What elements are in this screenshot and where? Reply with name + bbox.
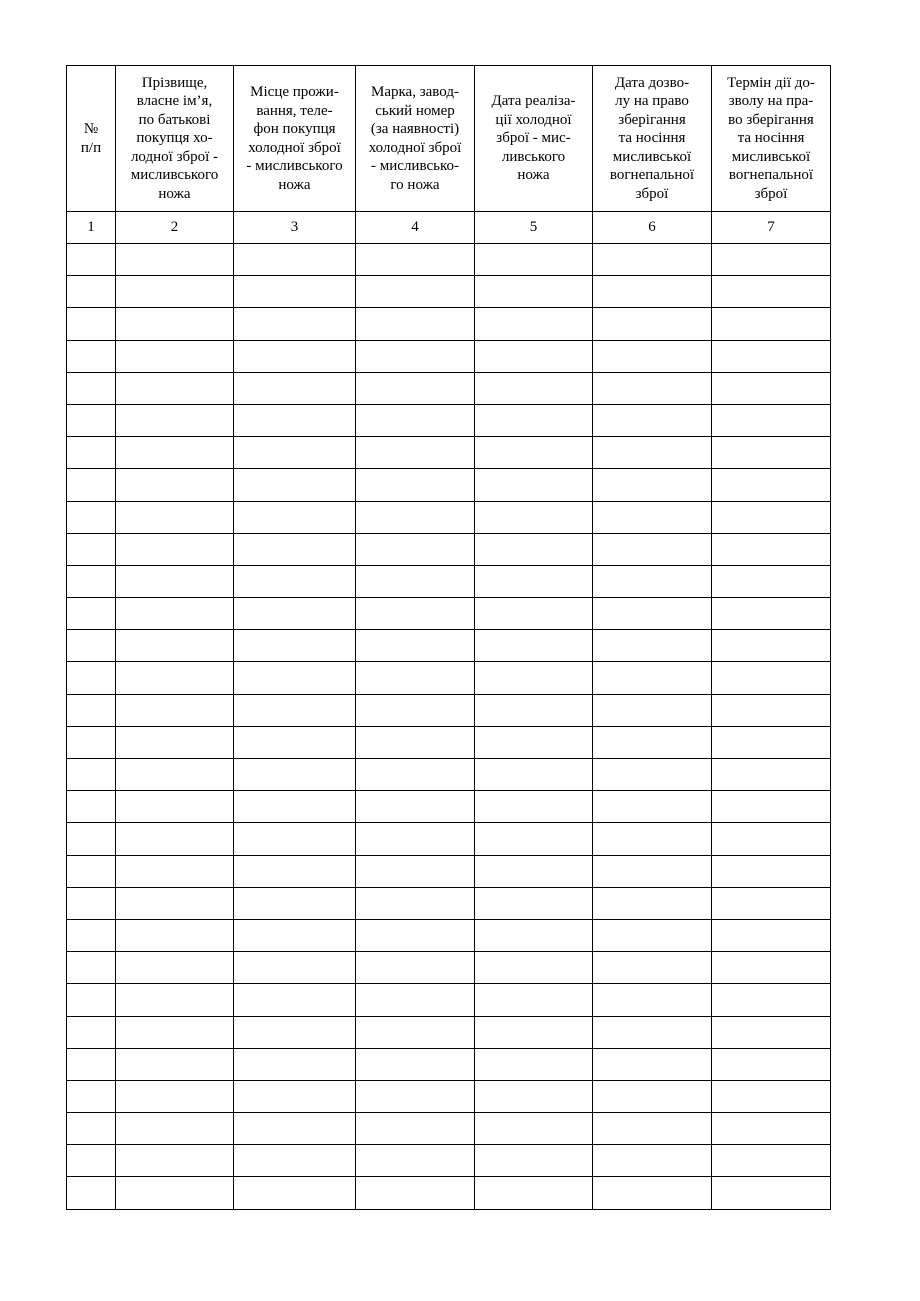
table-cell xyxy=(712,276,831,308)
table-row xyxy=(67,565,831,597)
table-row xyxy=(67,276,831,308)
table-cell xyxy=(67,372,116,404)
table-cell xyxy=(593,694,712,726)
header-label: Прізвище, власне ім’я, по батькові покупця хо- лодної зброї - мисливського ножа xyxy=(130,74,219,202)
table-cell xyxy=(475,1016,593,1048)
table-cell xyxy=(67,308,116,340)
column-number: 6 xyxy=(593,212,712,244)
table-cell xyxy=(116,1048,234,1080)
table-cell xyxy=(593,340,712,372)
table-cell xyxy=(116,887,234,919)
table-cell xyxy=(475,694,593,726)
table-cell xyxy=(475,855,593,887)
table-cell xyxy=(712,919,831,951)
column-number: 2 xyxy=(116,212,234,244)
table-cell xyxy=(356,791,475,823)
table-cell xyxy=(356,726,475,758)
table-cell xyxy=(234,533,356,565)
table-cell xyxy=(356,340,475,372)
table-cell xyxy=(712,1016,831,1048)
table-cell xyxy=(116,694,234,726)
table-cell xyxy=(593,565,712,597)
table-cell xyxy=(116,855,234,887)
table-cell xyxy=(712,1080,831,1112)
table-cell xyxy=(234,565,356,597)
table-cell xyxy=(116,533,234,565)
table-cell xyxy=(116,1080,234,1112)
table-cell xyxy=(67,469,116,501)
table-cell xyxy=(475,340,593,372)
table-cell xyxy=(712,533,831,565)
table-cell xyxy=(475,372,593,404)
table-cell xyxy=(593,1113,712,1145)
table-cell xyxy=(593,1016,712,1048)
table-row xyxy=(67,694,831,726)
header-cell-buyer-name xyxy=(116,66,234,212)
table-row xyxy=(67,984,831,1016)
table-cell xyxy=(234,630,356,662)
header-label: Дата дозво- лу на право зберігання та носіння мисливської вогнепальної зброї xyxy=(609,74,695,202)
table-cell xyxy=(116,823,234,855)
table-cell xyxy=(116,726,234,758)
table-row xyxy=(67,1113,831,1145)
table-cell xyxy=(593,823,712,855)
table-cell xyxy=(356,404,475,436)
table-cell xyxy=(116,919,234,951)
table-row xyxy=(67,404,831,436)
table-cell xyxy=(712,437,831,469)
table-cell xyxy=(356,1080,475,1112)
table-row xyxy=(67,1048,831,1080)
table-cell xyxy=(712,598,831,630)
table-cell xyxy=(67,855,116,887)
table-cell xyxy=(234,308,356,340)
table-cell xyxy=(234,1145,356,1177)
table-cell xyxy=(234,1016,356,1048)
table-cell xyxy=(234,372,356,404)
table-cell xyxy=(356,501,475,533)
table-cell xyxy=(712,308,831,340)
header-label: Марка, завод- ський номер (за наявності) холодної зброї - мисливсько- го ножа xyxy=(368,84,462,193)
table-cell xyxy=(234,276,356,308)
table-cell xyxy=(712,340,831,372)
table-cell xyxy=(356,855,475,887)
table-cell xyxy=(67,1177,116,1209)
table-cell xyxy=(116,1113,234,1145)
table-cell xyxy=(475,887,593,919)
column-number: 5 xyxy=(475,212,593,244)
table-cell xyxy=(234,694,356,726)
header-label: Місце прожи- вання, теле- фон покупця холодної зброї - мисливського ножа xyxy=(246,84,343,193)
table-cell xyxy=(234,823,356,855)
table-cell xyxy=(234,501,356,533)
table-cell xyxy=(356,952,475,984)
table-cell xyxy=(712,791,831,823)
header-cell-permit-term xyxy=(712,66,831,212)
table-body xyxy=(67,244,831,1210)
table-cell xyxy=(593,1177,712,1209)
table-cell xyxy=(234,1048,356,1080)
table-cell xyxy=(116,437,234,469)
table-cell xyxy=(475,791,593,823)
table-cell xyxy=(234,1177,356,1209)
table-cell xyxy=(475,1113,593,1145)
table-cell xyxy=(593,598,712,630)
table-cell xyxy=(475,244,593,276)
register-table xyxy=(66,65,831,1210)
table-cell xyxy=(356,1048,475,1080)
table-cell xyxy=(475,952,593,984)
table-cell xyxy=(67,1048,116,1080)
table-cell xyxy=(593,501,712,533)
table-cell xyxy=(593,469,712,501)
table-cell xyxy=(116,1145,234,1177)
table-cell xyxy=(234,887,356,919)
table-cell xyxy=(67,276,116,308)
table-cell xyxy=(593,244,712,276)
table-cell xyxy=(356,372,475,404)
table-cell xyxy=(116,469,234,501)
table-cell xyxy=(712,630,831,662)
header-cell-permit-date xyxy=(593,66,712,212)
table-cell xyxy=(356,887,475,919)
table-cell xyxy=(356,1177,475,1209)
table-cell xyxy=(356,1016,475,1048)
table-cell xyxy=(116,276,234,308)
table-cell xyxy=(234,469,356,501)
header-cell-number xyxy=(67,66,116,212)
table-cell xyxy=(593,308,712,340)
table-cell xyxy=(234,791,356,823)
table-cell xyxy=(234,1113,356,1145)
table-cell xyxy=(356,823,475,855)
table-cell xyxy=(67,630,116,662)
table-row xyxy=(67,340,831,372)
table-cell xyxy=(67,437,116,469)
table-row xyxy=(67,630,831,662)
table-cell xyxy=(712,726,831,758)
table-cell xyxy=(116,340,234,372)
column-number: 4 xyxy=(356,212,475,244)
table-cell xyxy=(712,952,831,984)
table-cell xyxy=(475,1145,593,1177)
table-cell xyxy=(116,952,234,984)
header-label: Термін дії до- зволу на пра- во зберігання та носіння мисливської вогнепальної зброї xyxy=(727,74,815,202)
table-cell xyxy=(234,855,356,887)
table-cell xyxy=(234,726,356,758)
table-cell xyxy=(475,469,593,501)
table-cell xyxy=(475,437,593,469)
table-cell xyxy=(356,919,475,951)
table-cell xyxy=(475,1080,593,1112)
table-cell xyxy=(356,244,475,276)
table-cell xyxy=(593,726,712,758)
table-cell xyxy=(234,1080,356,1112)
table-cell xyxy=(475,565,593,597)
table-row xyxy=(67,919,831,951)
table-cell xyxy=(116,984,234,1016)
table-cell xyxy=(67,565,116,597)
table-cell xyxy=(67,244,116,276)
table-header-row xyxy=(67,66,831,212)
table-cell xyxy=(593,662,712,694)
table-cell xyxy=(712,1145,831,1177)
table-cell xyxy=(234,984,356,1016)
table-cell xyxy=(67,984,116,1016)
table-cell xyxy=(593,887,712,919)
table-cell xyxy=(593,855,712,887)
table-cell xyxy=(116,759,234,791)
table-cell xyxy=(67,694,116,726)
table-cell xyxy=(475,1177,593,1209)
table-cell xyxy=(67,726,116,758)
table-cell xyxy=(356,533,475,565)
table-cell xyxy=(712,469,831,501)
table-cell xyxy=(116,404,234,436)
header-label: № п/п xyxy=(80,121,102,156)
table-cell xyxy=(116,662,234,694)
table-cell xyxy=(67,1113,116,1145)
table-cell xyxy=(67,533,116,565)
table-cell xyxy=(475,919,593,951)
table-cell xyxy=(712,759,831,791)
table-cell xyxy=(593,759,712,791)
table-row xyxy=(67,1016,831,1048)
table-cell xyxy=(475,404,593,436)
table-row xyxy=(67,598,831,630)
table-cell xyxy=(475,823,593,855)
table-cell xyxy=(116,372,234,404)
table-cell xyxy=(712,855,831,887)
table-cell xyxy=(475,662,593,694)
table-row xyxy=(67,791,831,823)
table-cell xyxy=(234,919,356,951)
table-cell xyxy=(475,726,593,758)
table-cell xyxy=(234,404,356,436)
table-cell xyxy=(234,244,356,276)
table-cell xyxy=(67,823,116,855)
table-cell xyxy=(116,1177,234,1209)
table-cell xyxy=(593,437,712,469)
table-cell xyxy=(475,630,593,662)
table-cell xyxy=(712,887,831,919)
table-cell xyxy=(356,598,475,630)
table-cell xyxy=(475,984,593,1016)
table-cell xyxy=(712,694,831,726)
table-row xyxy=(67,855,831,887)
table-row xyxy=(67,501,831,533)
table-cell xyxy=(712,1113,831,1145)
table-row xyxy=(67,244,831,276)
table-cell xyxy=(475,276,593,308)
column-number-row xyxy=(67,212,831,244)
table-cell xyxy=(67,662,116,694)
table-cell xyxy=(712,662,831,694)
table-cell xyxy=(712,244,831,276)
table-cell xyxy=(67,1145,116,1177)
table-cell xyxy=(234,437,356,469)
table-cell xyxy=(234,952,356,984)
table-cell xyxy=(593,533,712,565)
table-cell xyxy=(67,1080,116,1112)
table-cell xyxy=(712,1177,831,1209)
table-cell xyxy=(356,694,475,726)
table-cell xyxy=(475,308,593,340)
table-cell xyxy=(67,919,116,951)
table-cell xyxy=(67,1016,116,1048)
table-cell xyxy=(116,1016,234,1048)
table-cell xyxy=(67,340,116,372)
table-cell xyxy=(116,501,234,533)
table-cell xyxy=(116,630,234,662)
table-row xyxy=(67,726,831,758)
table-cell xyxy=(593,372,712,404)
table-cell xyxy=(356,437,475,469)
table-cell xyxy=(475,759,593,791)
table-cell xyxy=(67,791,116,823)
table-row xyxy=(67,533,831,565)
table-cell xyxy=(475,501,593,533)
table-cell xyxy=(593,952,712,984)
column-number: 3 xyxy=(234,212,356,244)
table-cell xyxy=(475,1048,593,1080)
header-cell-knife-brand xyxy=(356,66,475,212)
table-cell xyxy=(712,984,831,1016)
table-cell xyxy=(356,276,475,308)
table-cell xyxy=(593,1080,712,1112)
table-cell xyxy=(356,565,475,597)
table-cell xyxy=(67,501,116,533)
table-cell xyxy=(234,598,356,630)
table-cell xyxy=(67,952,116,984)
table-cell xyxy=(67,598,116,630)
table-row xyxy=(67,372,831,404)
table-cell xyxy=(593,919,712,951)
table-cell xyxy=(116,598,234,630)
table-row xyxy=(67,1145,831,1177)
table-cell xyxy=(712,565,831,597)
table-cell xyxy=(712,404,831,436)
table-cell xyxy=(475,598,593,630)
header-cell-buyer-address xyxy=(234,66,356,212)
table-cell xyxy=(712,501,831,533)
header-cell-sale-date xyxy=(475,66,593,212)
table-cell xyxy=(593,984,712,1016)
table-cell xyxy=(356,630,475,662)
table-cell xyxy=(593,404,712,436)
table-row xyxy=(67,662,831,694)
table-cell xyxy=(712,372,831,404)
table-cell xyxy=(116,791,234,823)
table-row xyxy=(67,437,831,469)
table-cell xyxy=(356,308,475,340)
column-number: 7 xyxy=(712,212,831,244)
table-cell xyxy=(234,340,356,372)
table-cell xyxy=(593,1145,712,1177)
table-cell xyxy=(593,791,712,823)
table-cell xyxy=(356,1145,475,1177)
table-cell xyxy=(116,308,234,340)
table-cell xyxy=(67,887,116,919)
table-row xyxy=(67,823,831,855)
table-cell xyxy=(356,984,475,1016)
table-row xyxy=(67,759,831,791)
table-cell xyxy=(116,244,234,276)
table-row xyxy=(67,469,831,501)
table-cell xyxy=(475,533,593,565)
table-cell xyxy=(234,662,356,694)
table-cell xyxy=(356,469,475,501)
table-cell xyxy=(593,630,712,662)
table-cell xyxy=(356,1113,475,1145)
table-row xyxy=(67,952,831,984)
table-row xyxy=(67,308,831,340)
table-cell xyxy=(356,662,475,694)
table-cell xyxy=(712,1048,831,1080)
table-cell xyxy=(234,759,356,791)
header-label: Дата реаліза- ції холодної зброї - мис- ливського ножа xyxy=(491,93,576,184)
table-cell xyxy=(67,759,116,791)
table-cell xyxy=(67,404,116,436)
table-cell xyxy=(356,759,475,791)
table-cell xyxy=(593,276,712,308)
table-row xyxy=(67,1177,831,1209)
table-cell xyxy=(116,565,234,597)
table-row xyxy=(67,1080,831,1112)
table-row xyxy=(67,887,831,919)
table-cell xyxy=(712,823,831,855)
column-number: 1 xyxy=(67,212,116,244)
table-cell xyxy=(593,1048,712,1080)
